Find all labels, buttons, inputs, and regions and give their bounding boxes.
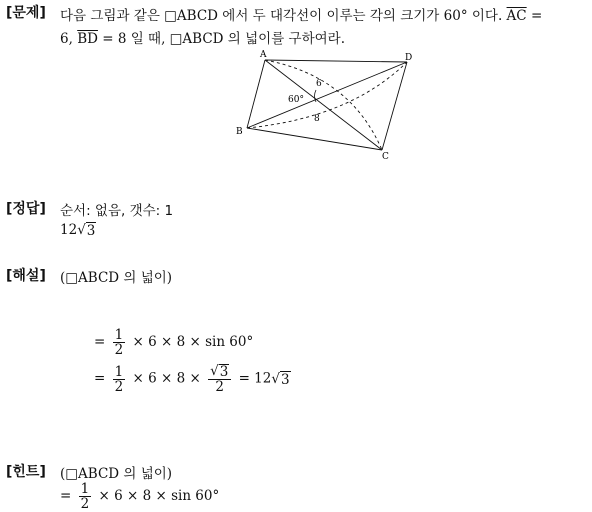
vertex-a-label: A [260, 50, 267, 60]
fraction-one-half: $\frac{1}{2}$ [80, 481, 90, 512]
hint-label: [힌트] [6, 464, 46, 480]
diagonal-ac [265, 60, 382, 150]
explanation-equation-1: = $\frac{1}{2}$ × 6 × 8 × sin 60° [94, 327, 254, 359]
bd-segment-name: $\overline{BD}$ [77, 31, 98, 47]
problem-label: [문제] [6, 5, 46, 21]
side-cd [382, 62, 407, 150]
angle-60-label: 60° [288, 95, 304, 105]
vertex-b-label: B [236, 127, 243, 137]
hint-equation: = $\frac{1}{2}$ × 6 × 8 × sin 60° [60, 481, 220, 512]
fraction-one-half: $\frac{1}{2}$ [114, 363, 124, 395]
explanation-heading: (□ABCD 의 넓이) [60, 270, 173, 286]
quadrilateral-figure [230, 46, 420, 162]
problem-text-1: 다음 그림과 같은 □ABCD 에서 두 대각선이 이루는 각의 크기가 60° 이다. [60, 8, 503, 24]
problem-text-2: = 8 일 때, □ABCD 의 넓이를 구하여라. [102, 31, 345, 47]
fraction-one-half: $\frac{1}{2}$ [114, 327, 124, 359]
problem-line-2: 6, $\overline{BD} = 8$ 일 때, □ABCD 의 넓이를 구하여라. [60, 31, 345, 47]
ac-segment-name: $\overline{AC}$ [506, 8, 527, 24]
problem-line-1: 다음 그림과 같은 □ABCD 에서 두 대각선이 이루는 각의 크기가 60° 이다. $\overline{AC}$ = [60, 8, 543, 24]
length-6-label: 6 [316, 79, 322, 89]
explanation-equation-2: = $\frac{1}{2}$ × 6 × 8 × √ 3 2 = 12 √ 3 [94, 363, 290, 396]
vertex-c-label: C [382, 152, 389, 162]
length-8-label: 8 [314, 114, 320, 124]
hint-heading: (□ABCD 의 넓이) [60, 466, 173, 482]
vertex-d-label: D [405, 53, 413, 63]
answer-order-text: 순서: 없음, 갯수: 1 [60, 203, 174, 219]
fraction-sqrt3-over-2: √ 3 2 [208, 364, 231, 394]
diagonal-bd [247, 62, 407, 128]
answer-label: [정답] [6, 201, 46, 217]
side-ab [247, 60, 265, 128]
side-bc [247, 128, 382, 150]
side-ad [265, 60, 407, 62]
explanation-label: [해설] [6, 268, 46, 284]
answer-value: 12 √ 3 [60, 222, 96, 239]
